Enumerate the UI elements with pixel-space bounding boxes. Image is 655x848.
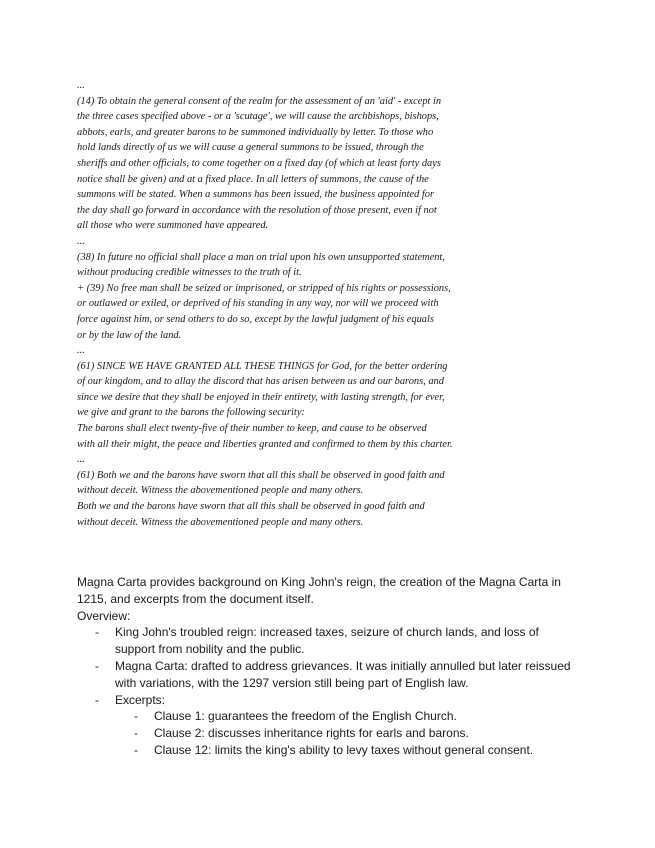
excerpt-line: force against him, or send others to do so, except by the lawful judgment of his equals [77, 313, 434, 325]
excerpt-line: the day shall go forward in accordance with the resolution of those present, even if not [77, 204, 437, 216]
overview-item-magna-carta [77, 658, 617, 692]
excerpt-line: without producing credible witnesses to the truth of it. [77, 267, 302, 279]
subitem-line: Clause 12: limits the king's ability to levy taxes without general consent. [154, 742, 534, 757]
excerpt-line: all those who were summoned have appeared. [77, 220, 269, 232]
bullet-dash: - [95, 625, 99, 640]
excerpt-subitem-clause-1 [77, 708, 617, 725]
subitem-line: Clause 2: discusses inheritance rights for earls and barons. [154, 726, 469, 741]
summary-intro-line: Magna Carta provides background on King John's reign, the creation of the Magna Carta in [77, 575, 561, 589]
excerpt-line: summons will be stated. When a summons has been issued, the business appointed for [77, 189, 435, 201]
excerpt-line: or outlawed or exiled, or deprived of his standing in any way, nor will we proceed with [77, 298, 439, 310]
excerpt-line: (61) Both we and the barons have sworn that all this shall be observed in good faith and [77, 469, 445, 481]
excerpt-line: the three cases specified above - or a 'scutage', we will cause the archbishops, bishops, [77, 111, 439, 123]
excerpt-line: ... [77, 235, 85, 247]
excerpt-line: (38) In future no official shall place a man on trial upon his own unsupported statement, [77, 251, 445, 263]
bullet-dash: - [134, 709, 138, 724]
overview-item-line: King John's troubled reign: increased taxes, seizure of church lands, and loss of [115, 625, 539, 640]
bullet-dash: - [95, 658, 99, 673]
overview-item-line: with variations, with the 1297 version still being part of English law. [115, 675, 469, 690]
excerpt-line: sheriffs and other officials, to come together on a fixed day (of which at least forty days [77, 157, 441, 169]
excerpt-line: we give and grant to the barons the following security: [77, 407, 305, 419]
excerpt-line: abbots, earls, and greater barons to be summoned individually by letter. To those who [77, 126, 434, 138]
overview-label: Overview: [77, 608, 131, 623]
subitem-line: Clause 1: guarantees the freedom of the English Church. [154, 709, 457, 724]
overview-item-excerpts [77, 692, 617, 709]
bullet-dash: - [134, 726, 138, 741]
excerpt-line: with all their might, the peace and liberties granted and confirmed to them by this charter. [77, 438, 453, 450]
excerpt-line: + (39) No free man shall be seized or imprisoned, or stripped of his rights or possessions, [77, 282, 451, 294]
excerpt-line: since we desire that they shall be enjoyed in their entirety, with lasting strength, for ever, [77, 391, 445, 403]
excerpt-line: The barons shall elect twenty-five of their number to keep, and cause to be observed [77, 423, 427, 435]
magna-carta-excerpt [77, 78, 577, 530]
excerpt-line: notice shall be given) and at a fixed place. In all letters of summons, the cause of the [77, 173, 429, 185]
excerpt-line: Both we and the barons have sworn that all this shall be observed in good faith and [77, 501, 425, 513]
overview-item-reign [77, 624, 617, 658]
overview-item-line: Excerpts: [115, 692, 166, 707]
excerpt-subitem-clause-2 [77, 725, 617, 742]
excerpt-line: ... [77, 80, 85, 91]
overview-list [77, 624, 617, 758]
excerpt-line: (14) To obtain the general consent of the realm for the assessment of an 'aid' - except in [77, 95, 442, 107]
excerpt-line: without deceit. Witness the abovementioned people and many others. [77, 485, 364, 497]
bullet-dash: - [95, 692, 99, 707]
excerpt-line: ... [77, 345, 85, 357]
overview-item-line: support from nobility and the public. [115, 642, 305, 657]
excerpt-line: without deceit. Witness the abovementioned people and many others. [77, 516, 364, 528]
summary-section [77, 574, 617, 759]
excerpt-subitem-clause-12 [77, 742, 617, 759]
overview-item-line: Magna Carta: drafted to address grievances. It was initially annulled but later reissued [115, 658, 571, 673]
bullet-dash: - [134, 742, 138, 757]
excerpt-line: (61) SINCE WE HAVE GRANTED ALL THESE THINGS for God, for the better ordering [77, 360, 448, 372]
summary-intro-line: 1215, and excerpts from the document itself. [77, 591, 314, 606]
excerpt-line: or by the law of the land. [77, 329, 182, 341]
excerpt-line: of our kingdom, and to allay the discord that has arisen between us and our barons, and [77, 376, 444, 388]
excerpt-line: ... [77, 454, 85, 466]
excerpt-line: hold lands directly of us we will cause a general summons to be issued, through the [77, 142, 424, 154]
